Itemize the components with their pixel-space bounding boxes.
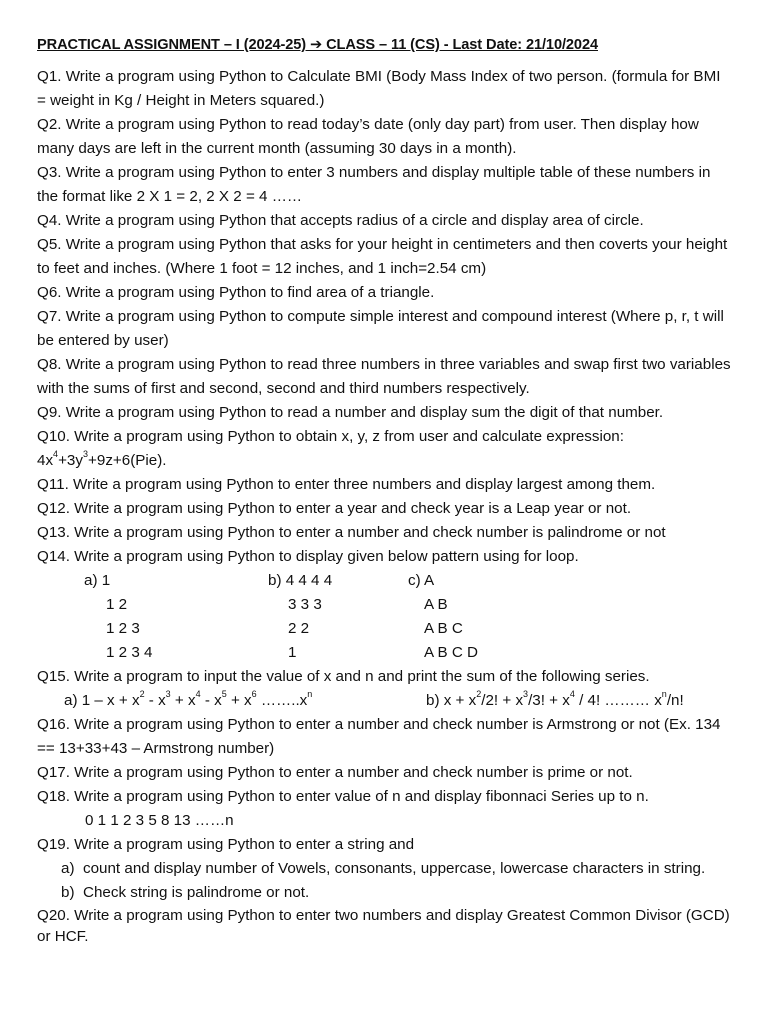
pattern-c	[408, 569, 478, 665]
pattern-b	[268, 569, 332, 665]
question-16: Q16. Write a program using Python to enter a number and check number is Armstrong or not (Ex. 134 == 13+33+43 – Armstrong number)	[37, 716, 721, 757]
question-20: Q20. Write a program using Python to enter two numbers and display Greatest Common Divisor (GCD) or HCF.	[37, 907, 730, 945]
pattern-c-row: A B	[424, 596, 448, 613]
question-1: Q1. Write a program using Python to Calculate BMI (Body Mass Index of two person. (formula for BMI = weight in Kg / Height in Meters squared.)	[37, 68, 721, 109]
question-14-patterns	[84, 569, 732, 665]
question-17: Q17. Write a program using Python to enter a number and check number is prime or not.	[37, 764, 633, 781]
question-7: Q7. Write a program using Python to compute simple interest and compound interest (Where p, r, t will be entered by user)	[37, 308, 724, 349]
question-10-expression: $4x^4+3y^3+9z+6(Pie)$.	[37, 449, 167, 469]
pattern-a-row: 1 2 3 4	[106, 644, 153, 661]
pattern-b-row: 1	[288, 644, 297, 661]
series-a: a) $1 - x + x^2 - x^3 + x^4 - x^5 + x^6$ $\dots\dots..x^n$	[64, 689, 313, 709]
pattern-a-row: 1 2	[106, 596, 128, 613]
pattern-b-row: 2 2	[288, 620, 310, 637]
question-9: Q9. Write a program using Python to read a number and display sum the digit of that number.	[37, 404, 664, 421]
page-title: PRACTICAL ASSIGNMENT – I (2024-25) ➔ CLASS – 11 (CS) - Last Date: 21/10/2024	[37, 37, 598, 53]
part-text: Check string is palindrome or not.	[83, 884, 310, 901]
pattern-a	[84, 569, 152, 665]
question-3: Q3. Write a program using Python to enter 3 numbers and display multiple table of these numbers in the format like 2 X 1 = 2, 2 X 2 = 4 ……	[37, 164, 711, 205]
part-label: b)	[61, 884, 75, 901]
pattern-c-row: c) A	[408, 572, 435, 589]
question-2: Q2. Write a program using Python to read today’s date (only day part) from user. Then display how many days are left in the current month (assuming 30 days in a month).	[37, 116, 699, 157]
question-19: Q19. Write a program using Python to enter a string and	[37, 836, 415, 853]
question-8: Q8. Write a program using Python to read three numbers in three variables and swap first two variables with the sums of first and second, second and third numbers respectively.	[37, 356, 731, 397]
pattern-a-row: a) 1	[84, 572, 111, 589]
pattern-b-row: 3 3 3	[288, 596, 322, 613]
question-4: Q4. Write a program using Python that accepts radius of a circle and display area of circle.	[37, 212, 644, 229]
question-10: Q10. Write a program using Python to obtain x, y, z from user and calculate expression:	[37, 428, 624, 445]
question-15-series	[64, 689, 732, 713]
pattern-a-row: 1 2 3	[106, 620, 140, 637]
question-19-part-a	[61, 857, 732, 881]
question-12: Q12. Write a program using Python to enter a year and check year is a Leap year or not.	[37, 500, 632, 517]
question-5: Q5. Write a program using Python that asks for your height in centimeters and then coverts your height to feet and inches. (Where 1 foot = 12 inches, and 1 inch=2.54 cm)	[37, 236, 728, 277]
question-19-part-b	[61, 881, 732, 905]
part-text: count and display number of Vowels, consonants, uppercase, lowercase characters in string.	[83, 860, 706, 877]
question-6: Q6. Write a program using Python to find area of a triangle.	[37, 284, 435, 301]
pattern-c-row: A B C	[424, 620, 463, 637]
series-b: b) $x + x^2/2$! + $x^3/3$! + $x^4 / 4$! ……… $x^n/n$!	[426, 689, 684, 709]
question-13: Q13. Write a program using Python to enter a number and check number is palindrome or not	[37, 524, 666, 541]
question-18-series: 0 1 1 2 3 5 8 13 ……n	[85, 812, 234, 829]
question-14: Q14. Write a program using Python to display given below pattern using for loop.	[37, 548, 579, 565]
pattern-c-row: A B C D	[424, 644, 479, 661]
question-18: Q18. Write a program using Python to enter value of n and display fibonnaci Series up to n.	[37, 788, 649, 805]
pattern-b-row: b) 4 4 4 4	[268, 572, 333, 589]
part-label: a)	[61, 860, 75, 877]
question-15: Q15. Write a program to input the value of x and n and print the sum of the following series.	[37, 668, 650, 685]
question-11: Q11. Write a program using Python to enter three numbers and display largest among them.	[37, 476, 656, 493]
